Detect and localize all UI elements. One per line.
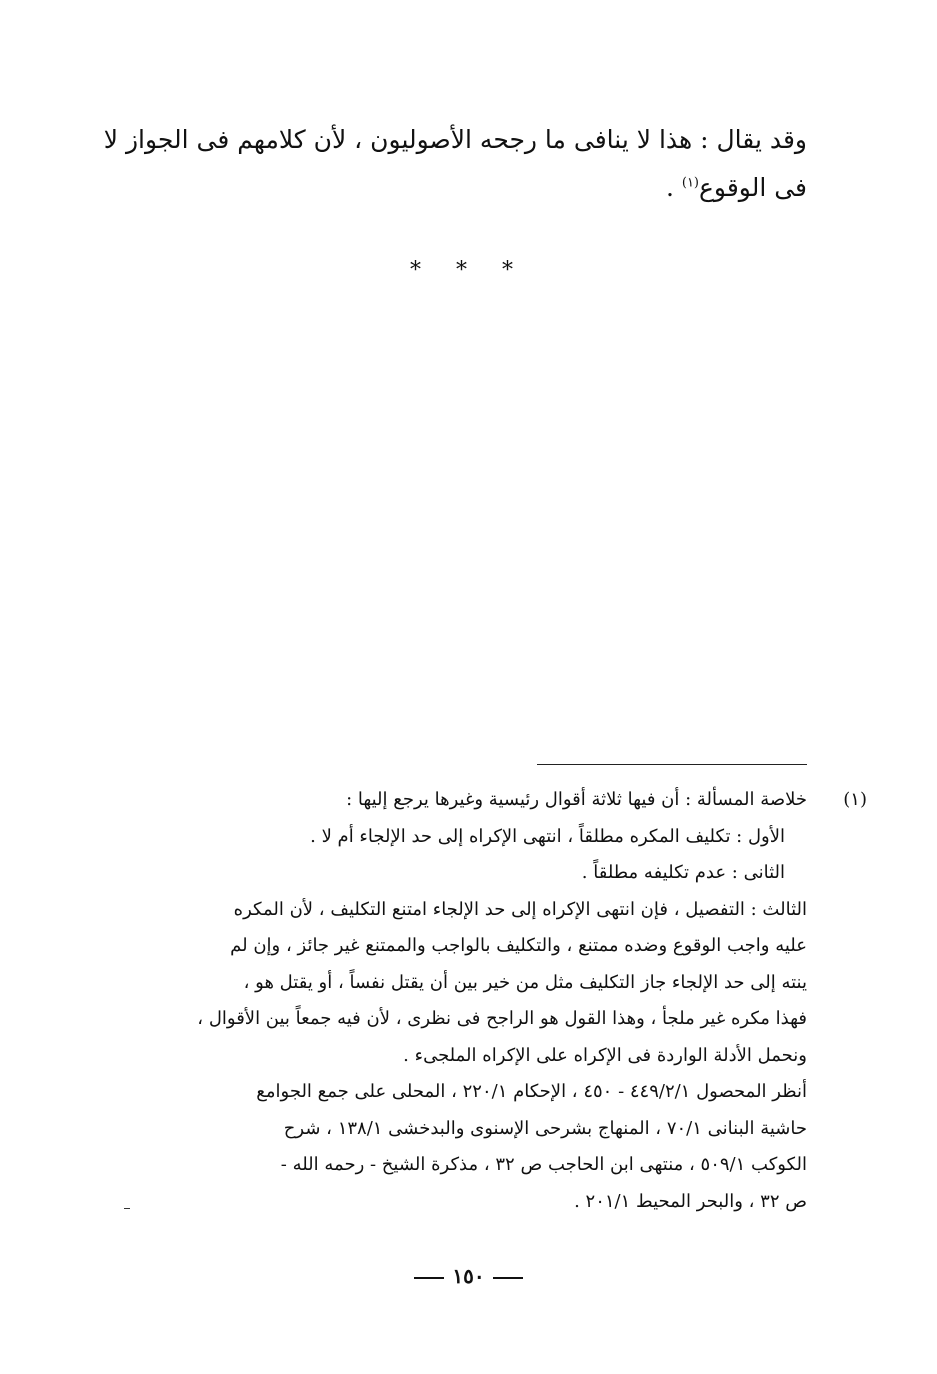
footnote-reference-marker: (١) (681, 175, 699, 191)
main-paragraph-line-2-text: فى الوقوع (699, 173, 807, 202)
page-number-right-dash (493, 1277, 523, 1279)
footnote-line: حاشية البنانى ٧٠/١ ، المنهاج بشرحى الإسنوى والبدخشى ١٣٨/١ ، شرح (283, 1117, 807, 1139)
main-paragraph-line-2-end: . (665, 173, 682, 202)
footnote-line: أنظر المحصول ٤٤٩/٢/١ - ٤٥٠ ، الإحكام ٢٢٠/١ ، المحلى على جمع الجوامع (256, 1081, 807, 1102)
footnotes-section (117, 782, 867, 1220)
footnote-line: ونحمل الأدلة الواردة فى الإكراه على الإكراه الملجىء . (403, 1044, 807, 1066)
footnote-line: ينته إلى حد الإلجاء جاز التكليف مثل من خير بين أن يقتل نفساً ، أو يقتل هو ، (243, 971, 807, 993)
footnote-divider-rule (537, 764, 807, 765)
footnote-line: خلاصة المسألة : أن فيها ثلاثة أقوال رئيسية وغيرها يرجع إليها : (346, 789, 807, 810)
margin-tick-mark (124, 1208, 130, 1209)
page-number (0, 1261, 937, 1291)
footnote-line: الأول : تكليف المكره مطلقاً ، انتهى الإكراه إلى حد الإلجاء أم لا . (310, 825, 785, 847)
footnote-line: ص ٣٢ ، والبحر المحيط ٢٠١/١ . (574, 1190, 807, 1212)
footnote-line: الكوكب ٥٠٩/١ ، منتهى ابن الحاجب ص ٣٢ ، مذكرة الشيخ - رحمه الله - (280, 1154, 807, 1175)
main-paragraph-line-2 (117, 164, 807, 212)
page-number-value: ١٥٠ (452, 1264, 485, 1288)
section-separator-asterisks: * * * (410, 258, 527, 283)
footnote-line: فهذا مكره غير ملجأ ، وهذا القول هو الراجح فى نظرى ، لأن فيه جمعاً بين الأقوال ، (197, 1008, 807, 1029)
footnote-number: (١) (843, 789, 867, 810)
footnote-line: الثالث : التفصيل ، فإن انتهى الإكراه إلى حد الإلجاء امتنع التكليف ، لأن المكره (233, 898, 807, 920)
page-number-left-dash (414, 1277, 444, 1279)
main-paragraph-line-1: وقد يقال : هذا لا ينافى ما رجحه الأصوليون ، لأن كلامهم فى الجواز لا (103, 125, 807, 154)
footnote-line: عليه واجب الوقوع وضده ممتنع ، والتكليف بالواجب والممتنع غير جائز ، وإن لم (230, 935, 807, 956)
footnote-line: الثانى : عدم تكليفه مطلقاً . (581, 862, 785, 883)
main-paragraph (103, 116, 807, 212)
